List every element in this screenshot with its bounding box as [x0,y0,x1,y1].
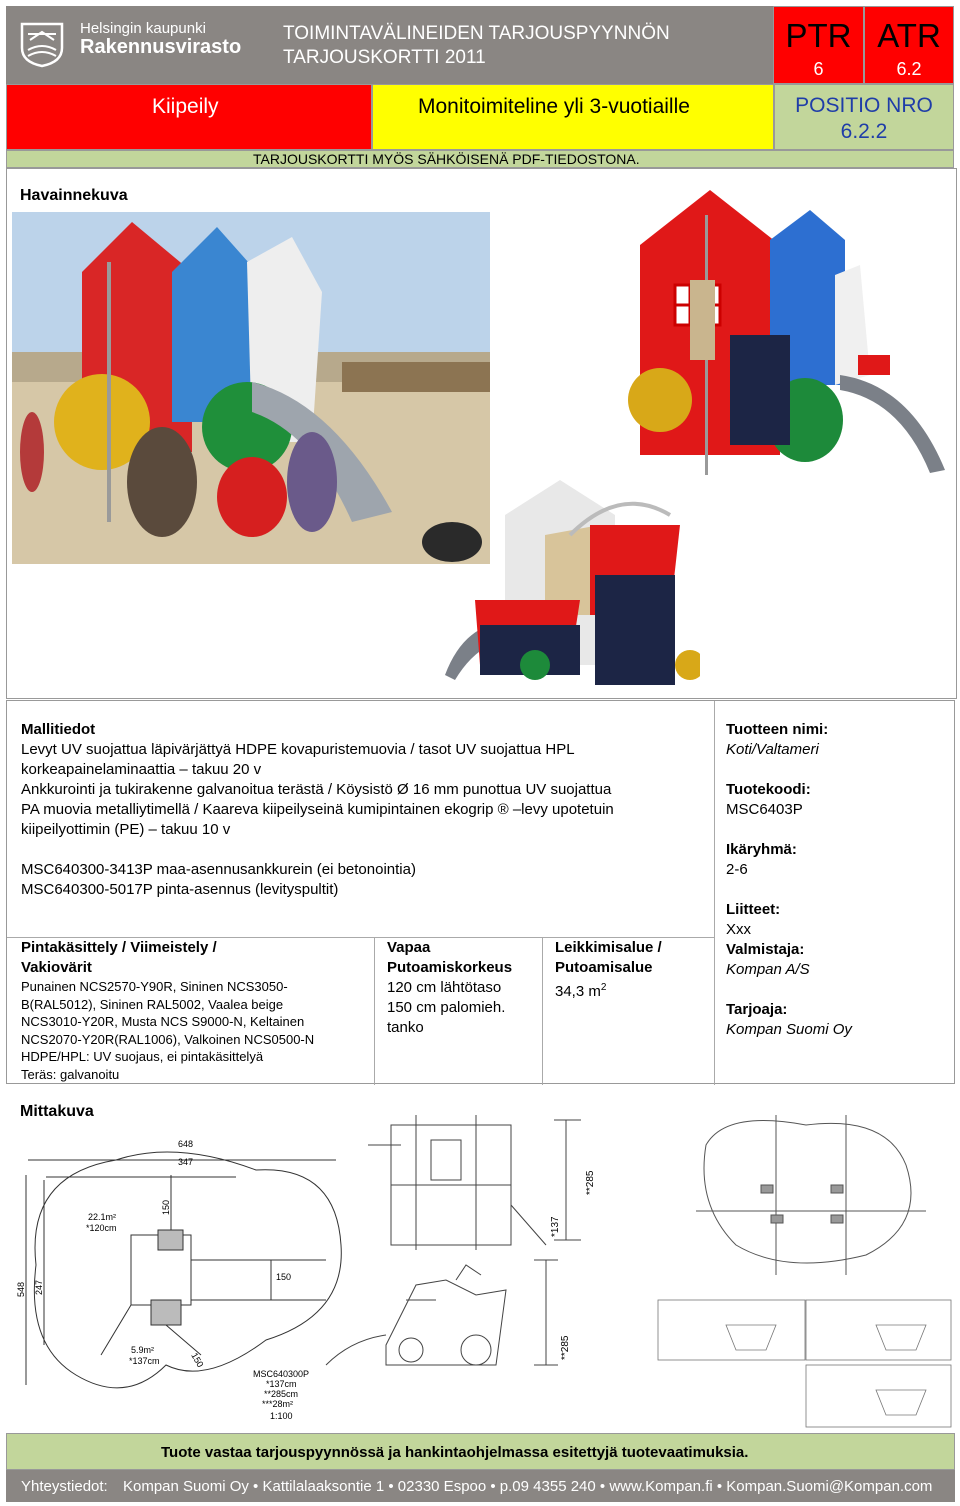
dim-150-vertical: 150 [161,1199,171,1215]
model-code: MSC640300-5017P pinta-asennus (levityspultit) [21,881,339,898]
model-line: PA muovia metalliytimellä / Kaareva kiipeilyseinä kumipintainen ekogrip ® –levy upotetuin [21,801,614,818]
finish-line: B(RAL5012), Sininen RAL5002, Vaalea beige [21,996,284,1012]
finish-heading: Vakiovärit [21,959,92,976]
product-info [726,720,954,1040]
ptr-value: 6 [813,59,824,79]
free-fall-line: tanko [387,1019,424,1036]
height-137: *137 [550,1216,561,1237]
ptr-label: PTR [785,17,852,54]
free-fall-heading: Vapaa [387,939,431,956]
model-info [21,720,701,900]
category-label: Kiipeily [152,95,219,118]
model-line: Ankkurointi ja tukirakenne galvanoitua terästä / Köysistö Ø 16 mm punottua UV suojattua [21,781,612,798]
finish-line: NCS2070-Y20R(RAL1006), Valkoinen NCS0500-N [21,1031,315,1047]
atr-label: ATR [877,17,941,54]
position-box [774,84,954,150]
drawing-model-code: MSC640300P [253,1369,310,1379]
free-fall-heading: Putoamiskorkeus [387,959,513,976]
dim-648: 648 [178,1139,194,1149]
contact-details: Kompan Suomi Oy • Kattilalaaksontie 1 • 02330 Espoo • p.09 4355 240 • www.Kompan.fi • Kompan.Suomi@Kompan.com [123,1478,933,1495]
manufacturer-value: Kompan A/S [726,961,810,978]
city-crest-icon [18,20,66,68]
ptr-box [773,6,864,84]
dim-247: 247 [34,1279,44,1295]
position-text [775,93,953,145]
free-fall-line: 120 cm lähtötaso [387,979,502,996]
play-area-info [555,938,705,1002]
finish-heading: Pintakäsittely / Viimeistely / [21,939,217,956]
area2-size: 5.9m² [131,1345,155,1355]
age-group-value: 2-6 [726,861,748,878]
image-section-label: Havainnekuva [20,187,128,204]
scale-section-label: Mittakuva [20,1103,94,1120]
play-area-heading: Leikkimisalue / [555,939,662,956]
drawing-spec-1: *137cm [266,1379,297,1389]
product-name-value: Koti/Valtameri [726,741,819,758]
category-box [6,84,372,150]
finish-line: Punainen NCS2570-Y90R, Sininen NCS3050- [21,979,288,994]
offerer-value: Kompan Suomi Oy [726,1021,852,1038]
org-department: Rakennusvirasto [80,36,242,58]
position-label: POSITIO NRO [795,94,933,117]
dim-150-diagonal: 150 [189,1351,206,1370]
finish-line: Teräs: galvanoitu [21,1066,120,1082]
area2-height: *137cm [129,1356,160,1366]
product-render-front [620,185,950,475]
page-title-line1: TOIMINTAVÄLINEIDEN TARJOUSPYYNNÖN [283,23,670,44]
drawing-spec-2: **285cm [264,1389,299,1399]
product-name-box [372,84,774,150]
playground-photo [12,212,490,564]
dim-548: 548 [16,1281,26,1297]
model-heading: Mallitiedot [21,721,96,738]
area1-height: *120cm [86,1223,117,1233]
model-line: Levyt UV suojattua läpivärjättyä HDPE kovapuristemuovia / tasot UV suojattua HPL [21,741,575,758]
technical-drawings [6,1085,955,1433]
pdf-note: TARJOUSKORTTI MYÖS SÄHKÖISENÄ PDF-TIEDOSTONA. [253,151,640,167]
attachments-label: Liitteet: [726,901,781,918]
contact-label: Yhteystiedot: [21,1478,108,1495]
finish-info [21,938,366,1083]
page-title-line2: TARJOUSKORTTI 2011 [283,47,486,68]
finish-line: HDPE/HPL: UV suojaus, ei pintakäsittelyä [21,1049,264,1064]
play-area-heading: Putoamisalue [555,959,653,976]
model-line: kiipeilyottimin (PE) – takuu 10 v [21,821,231,838]
requirement-bar [6,1433,955,1470]
pdf-note-bar [6,150,954,168]
product-name-label: Tuotteen nimi: [726,721,829,738]
play-area-value: 34,3 m [555,983,601,1000]
drawing-scale: 1:100 [270,1411,293,1421]
free-fall-info [387,938,537,1038]
atr-value: 6.2 [896,59,922,79]
dim-347: 347 [178,1157,194,1167]
free-fall-line: 150 cm palomieh. [387,999,506,1016]
attachments-value: Xxx [726,921,752,938]
product-render-back [440,475,700,695]
model-code: MSC640300-3413P maa-asennusankkurein (ei betonointia) [21,861,416,878]
requirement-note: Tuote vastaa tarjouspyynnössä ja hankintaohjelmassa esitettyjä tuotevaatimuksia. [161,1444,749,1461]
play-area-value-row [555,978,705,1002]
product-name: Monitoimiteline yli 3-vuotiaille [418,95,690,118]
finish-line: NCS3010-Y20R, Musta NCS S9000-N, Keltainen [21,1014,305,1029]
contact-bar [6,1470,955,1502]
model-line: korkeapainelaminaattia – takuu 20 v [21,761,262,778]
area1-size: 22.1m² [88,1212,117,1222]
dim-150-right: 150 [276,1272,292,1282]
product-code-value: MSC6403P [726,801,803,818]
height-285-bottom: **285 [560,1335,571,1360]
height-285-top: **285 [585,1170,596,1195]
manufacturer-label: Valmistaja: [726,941,805,958]
org-name: Helsingin kaupunki [80,20,206,37]
offerer-label: Tarjoaja: [726,1001,788,1018]
play-area-unit-sup: 2 [600,982,607,993]
age-group-label: Ikäryhmä: [726,841,797,858]
atr-box [864,6,954,84]
position-value: 6.2.2 [840,120,888,143]
page-title [283,22,670,70]
drawing-spec-3: ***28m² [262,1399,294,1409]
product-code-label: Tuotekoodi: [726,781,811,798]
